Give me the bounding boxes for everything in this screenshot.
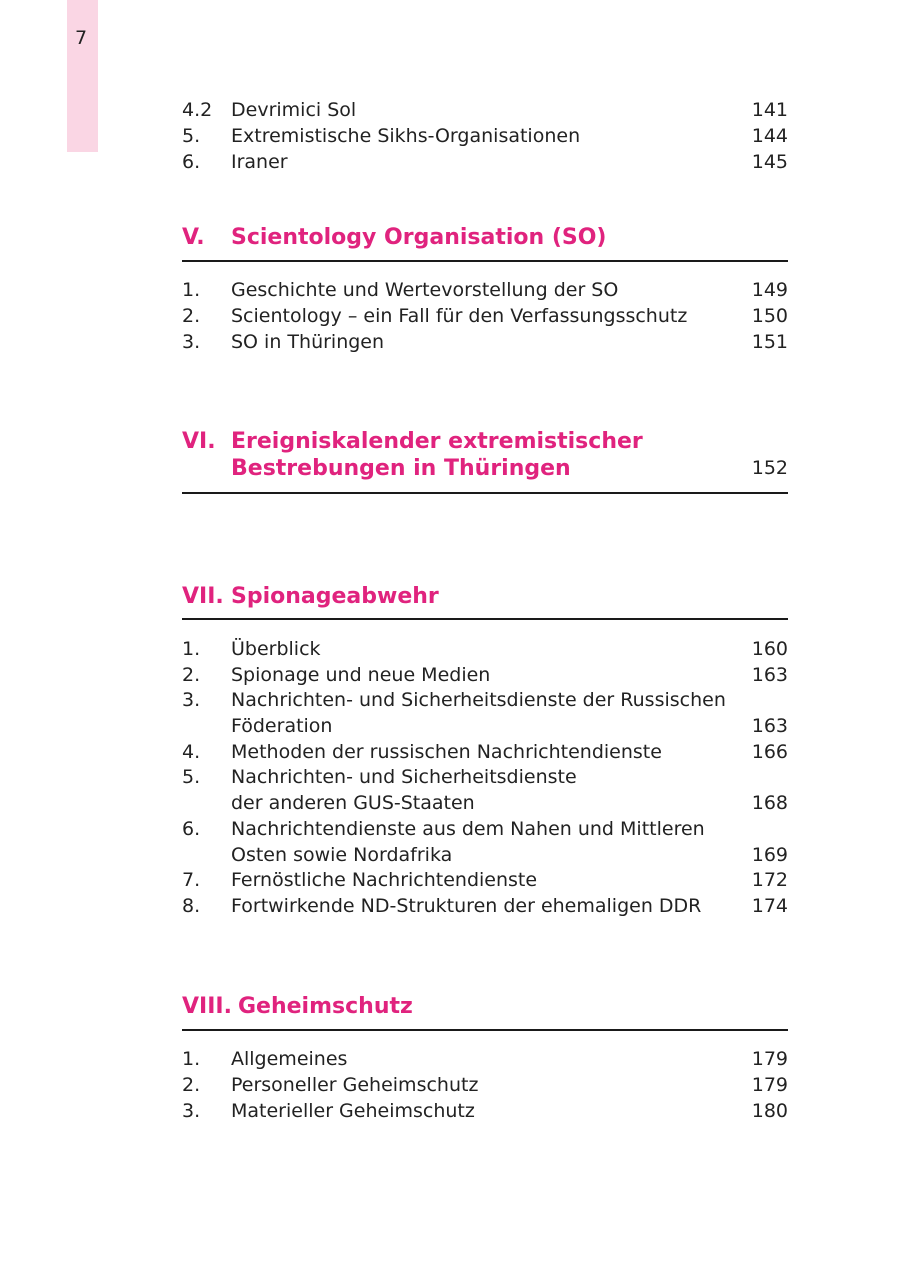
entry-number: 1. [182,1048,201,1070]
toc-entry [182,867,788,893]
entry-title: Materieller Geheimschutz [231,1100,475,1122]
toc-entry [182,687,788,713]
entry-number: 4. [182,741,201,763]
entry-page: 150 [751,305,788,327]
entry-page: 172 [751,869,788,891]
section-divider [182,260,788,262]
page-tab-marker [67,0,98,152]
entry-page: 179 [751,1074,788,1096]
entry-page: 174 [751,895,788,917]
entry-number: 3. [182,331,201,353]
toc-entry [182,303,788,329]
entry-title: Geschichte und Wertevorstellung der SO [231,279,619,301]
entry-title: Personeller Geheimschutz [231,1074,479,1096]
entry-title: Devrimici Sol [231,99,357,121]
entry-title: Nachrichtendienste aus dem Nahen und Mittleren [231,818,705,840]
entry-number: 8. [182,895,201,917]
entry-title: Nachrichten- und Sicherheitsdienste der Russischen [231,689,726,711]
entry-number: 7. [182,869,201,891]
entry-number: 5. [182,125,201,147]
section-divider [182,492,788,494]
section-title-line1: Ereigniskalender extremistischer [231,429,643,454]
toc-entry [182,816,788,842]
section-divider [182,1029,788,1031]
entry-page: 163 [751,664,788,686]
section-number: VII. [182,584,224,609]
entry-page: 163 [751,715,788,737]
toc-entry [182,764,788,790]
toc-entry [182,893,788,919]
entry-title: Fortwirkende ND-Strukturen der ehemaligen DDR [231,895,702,917]
entry-title: Nachrichten- und Sicherheitsdienste [231,766,577,788]
toc-entry [182,277,788,303]
entry-page: 179 [751,1048,788,1070]
entry-title: Methoden der russischen Nachrichtendienste [231,741,662,763]
entry-number: 1. [182,279,201,301]
toc-entry [182,636,788,662]
section-number: VIII. [182,994,232,1019]
section-page: 152 [751,457,788,479]
entry-number: 6. [182,151,201,173]
toc-entry [182,149,788,175]
entry-page: 180 [751,1100,788,1122]
entry-title-line2: Osten sowie Nordafrika [231,844,453,866]
section-title: Spionageabwehr [231,584,439,609]
section-title-line2: Bestrebungen in Thüringen [231,456,571,481]
entry-number: 4.2 [182,99,213,121]
entry-number: 5. [182,766,201,788]
section-number: V. [182,225,205,250]
entry-page: 168 [751,792,788,814]
entry-page: 169 [751,844,788,866]
toc-entry [182,1098,788,1124]
toc-entry [182,97,788,123]
entry-title: Extremistische Sikhs-Organisationen [231,125,581,147]
entry-title-line2: Föderation [231,715,333,737]
toc-entry [182,1072,788,1098]
entry-number: 2. [182,1074,201,1096]
entry-title: SO in Thüringen [231,331,385,353]
entry-number: 3. [182,1100,201,1122]
toc-entry [182,662,788,688]
entry-page: 166 [751,741,788,763]
entry-number: 2. [182,664,201,686]
section-title: Scientology Organisation (SO) [231,225,607,250]
entry-title: Iraner [231,151,288,173]
toc-entry-continuation [182,713,788,739]
toc-entry [182,739,788,765]
entry-title: Spionage und neue Medien [231,664,491,686]
entry-title: Scientology – ein Fall für den Verfassungsschutz [231,305,688,327]
entry-number: 6. [182,818,201,840]
entry-number: 2. [182,305,201,327]
entry-number: 3. [182,689,201,711]
entry-page: 160 [751,638,788,660]
entry-number: 1. [182,638,201,660]
entry-title-line2: der anderen GUS-Staaten [231,792,475,814]
toc-entry [182,1046,788,1072]
toc-entry-continuation [182,790,788,816]
entry-title: Allgemeines [231,1048,348,1070]
toc-entry [182,329,788,355]
entry-page: 149 [751,279,788,301]
section-number: VI. [182,429,216,454]
toc-entry [182,123,788,149]
entry-title: Fernöstliche Nachrichtendienste [231,869,538,891]
section-divider [182,618,788,620]
section-title: Geheimschutz [238,994,413,1019]
entry-page: 141 [751,99,788,121]
entry-page: 151 [751,331,788,353]
toc-entry-continuation [182,842,788,868]
entry-title: Überblick [231,638,321,660]
entry-page: 144 [751,125,788,147]
entry-page: 145 [751,151,788,173]
page-number: 7 [75,27,88,49]
